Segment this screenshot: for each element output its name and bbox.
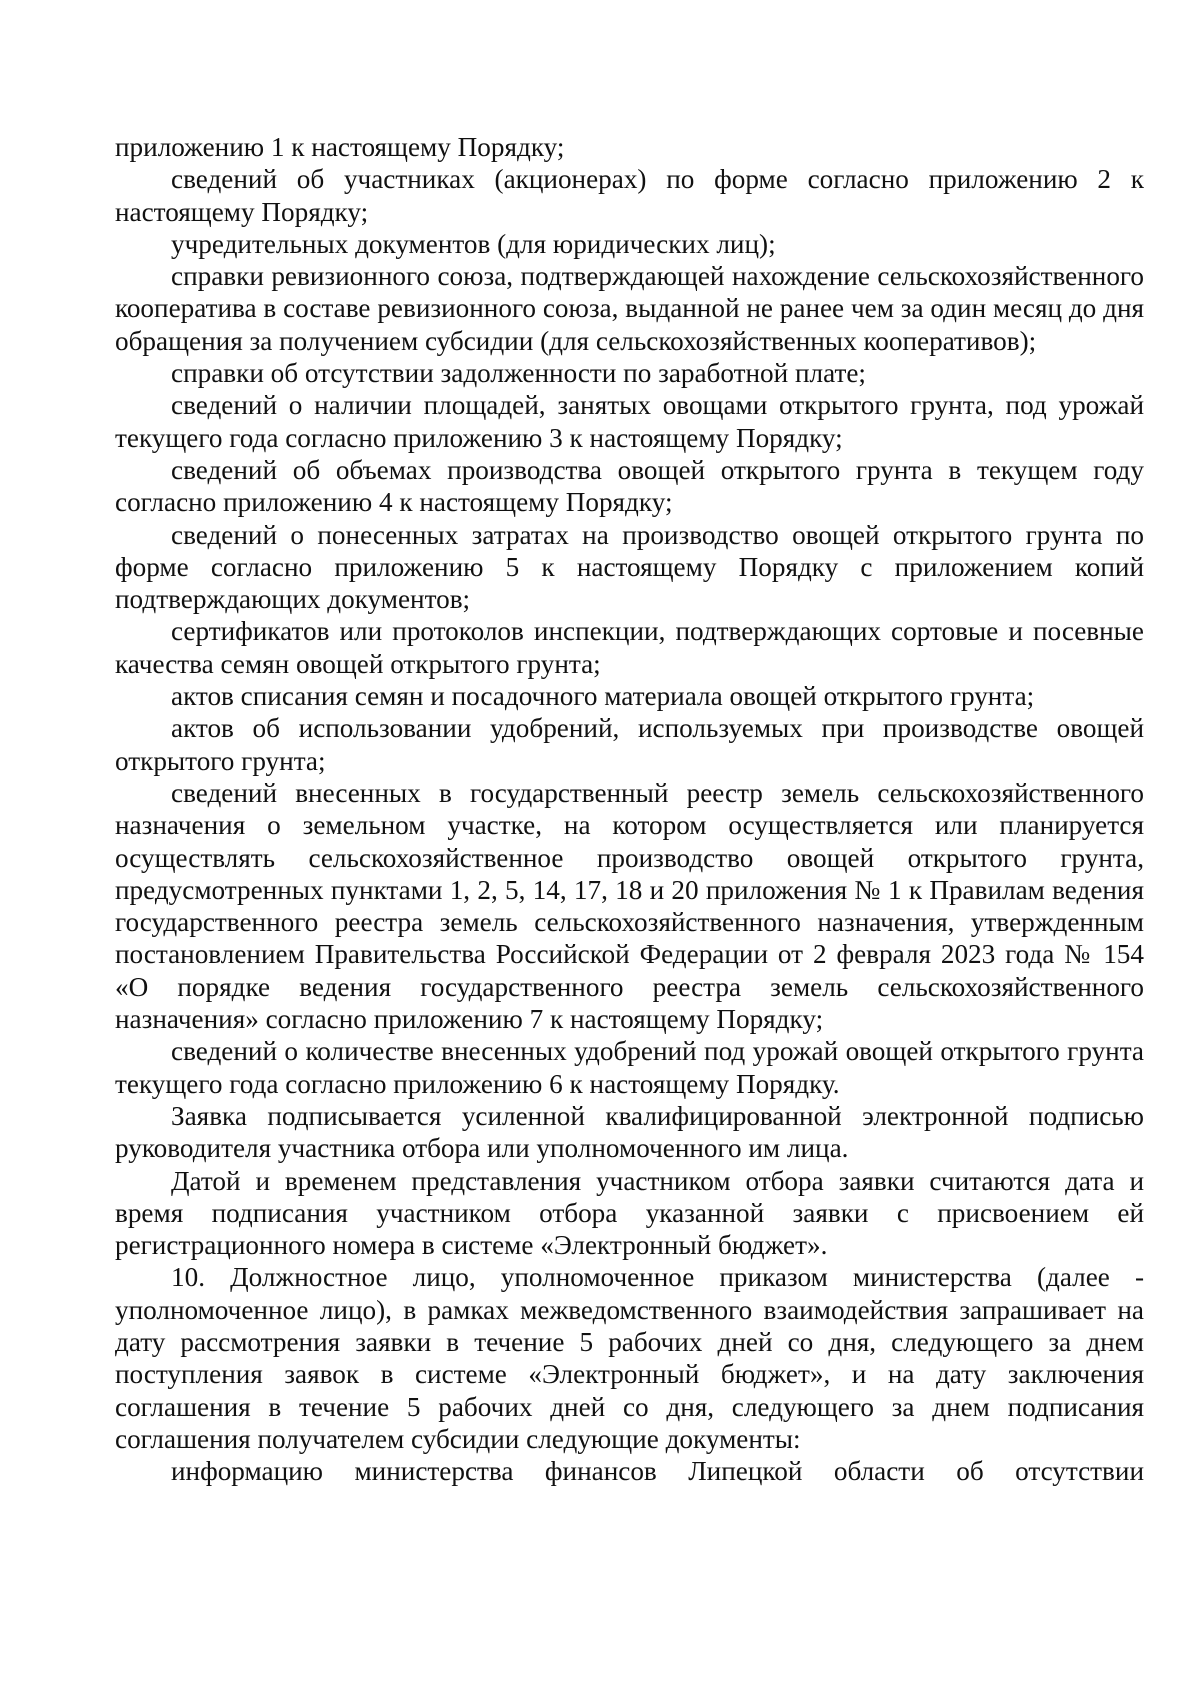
paragraph-costs-incurred: сведений о понесенных затратах на производство овощей открытого грунта по форме согласно приложению 5 к настоящему Порядку с приложением копий подтверждающих документов; [115, 519, 1144, 615]
paragraph-land-registry: сведений внесенных в государственный реестр земель сельскохозяйственного назначения о земельном участке, на котором осуществляется или планируется осуществлять сельскохозяйственное производство овощей открытого грунта, предусмотренных пунктами 1, 2, 5, 14, 17, 18 и 20 приложения № 1 к Правилам ведения государственного реестра земель сельскохозяйственного назначения, утвержденным постановлением Правительства Российской Федерации от 2 февраля 2023 года № 154 «О порядке ведения государственного реестра земель сельскохозяйственного назначения» согласно приложению 7 к настоящему Порядку; [115, 777, 1144, 1035]
paragraph-no-wage-debt: справки об отсутствии задолженности по заработной плате; [171, 358, 866, 389]
paragraph-planted-areas: сведений о наличии площадей, занятых овощами открытого грунта, под урожай текущего года согласно приложению 3 к настоящему Порядку; [115, 390, 1144, 453]
paragraph-finance-ministry-info: информацию министерства финансов Липецкой области об отсутствии [171, 1456, 1144, 1487]
paragraph-seed-write-off: актов списания семян и посадочного материала овощей открытого грунта; [171, 681, 1035, 712]
paragraph-signature: Заявка подписывается усиленной квалифицированной электронной подписью руководителя участника отбора или уполномоченного им лица. [115, 1100, 1144, 1164]
paragraph-audit-union-certificate: справки ревизионного союза, подтверждающей нахождение сельскохозяйственного кооператива в составе ревизионного союза, выданной не ранее чем за один месяц до дня обращения за получением субсидии (для сельскохозяйственных кооперативов); [115, 261, 1144, 356]
paragraph-founding-documents: учредительных документов (для юридических лиц); [171, 228, 776, 259]
paragraph-fertilizer-acts: актов об использовании удобрений, используемых при производстве овощей открытого грунта; [115, 713, 1144, 776]
paragraph-shareholders-info: сведений об участниках (акционерах) по форме согласно приложению 2 к настоящему Порядку; [115, 164, 1144, 227]
paragraph-fertilizer-quantity: сведений о количестве внесенных удобрений под урожай овощей открытого грунта текущего года согласно приложению 6 к настоящему Порядку. [115, 1036, 1144, 1099]
paragraph-submission-date: Датой и временем представления участником отбора заявки считаются дата и время подписания участником отбора указанной заявки с присвоением ей регистрационного номера в системе «Электронный бюджет». [115, 1165, 1144, 1261]
document-page [115, 131, 1144, 1487]
paragraph-clause-10: 10. Должностное лицо, уполномоченное приказом министерства (далее - уполномоченное лицо), в рамках межведомственного взаимодействия запрашивает на дату рассмотрения заявки в течение 5 рабочих дней со дня, следующего за днем поступления заявок в системе «Электронный бюджет», и на дату заключения соглашения в течение 5 рабочих дней со дня, следующего за днем подписания соглашения получателем субсидии следующие документы: [115, 1262, 1144, 1454]
paragraph-seed-certificates: сертификатов или протоколов инспекции, подтверждающих сортовые и посевные качества семян овощей открытого грунта; [115, 616, 1144, 679]
paragraph-continuation: приложению 1 к настоящему Порядку; [115, 132, 565, 162]
paragraph-production-volumes: сведений об объемах производства овощей открытого грунта в текущем году согласно приложению 4 к настоящему Порядку; [115, 454, 1144, 518]
